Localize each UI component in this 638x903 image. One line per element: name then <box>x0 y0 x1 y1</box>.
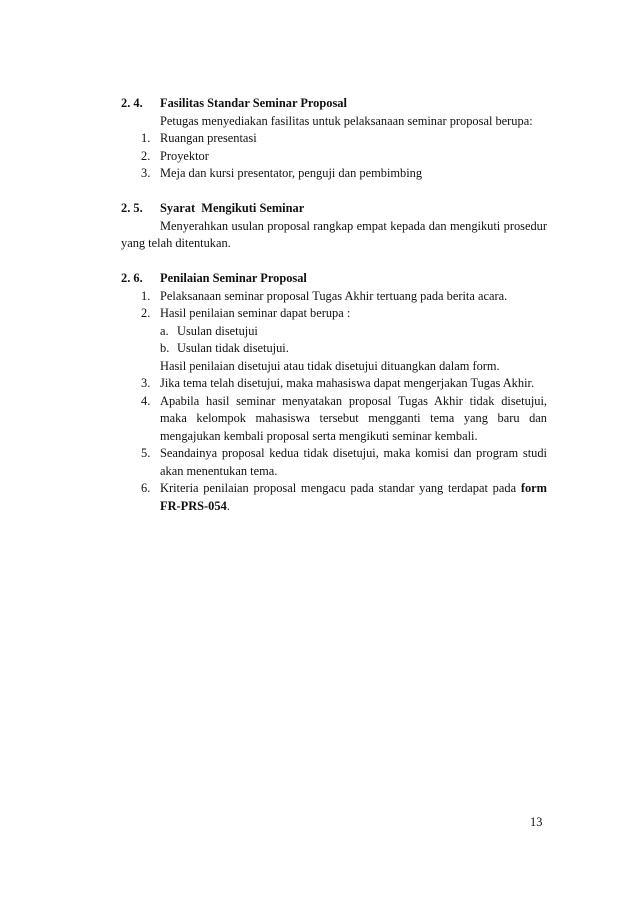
list-marker: 4. <box>141 393 151 408</box>
list-marker: 2. <box>141 306 151 320</box>
spacer <box>121 253 547 271</box>
list-item <box>121 130 547 148</box>
list-item <box>121 165 547 183</box>
section-intro: Petugas menyediakan fasilitas untuk pelaksanaan seminar proposal berupa: <box>160 113 533 128</box>
page-content <box>121 95 547 515</box>
section-heading-2-6 <box>121 270 547 288</box>
section-title: Penilaian Seminar Proposal <box>160 271 307 285</box>
section-heading-2-4 <box>121 95 547 113</box>
section-number: 2. 4. <box>121 96 143 110</box>
list-item-text: Apabila hasil seminar menyatakan proposal Tugas Akhir tidak disetujui, maka kelompok mahasiswa tersebut mengganti tema yang baru dan mengajukan kembali proposal serta mengikuti seminar kembali. <box>160 393 547 443</box>
list-marker: 1. <box>141 288 151 303</box>
section-number: 2. 6. <box>121 271 143 285</box>
list-item-text: Kriteria penilaian proposal mengacu pada standar yang terdapat pada <box>160 481 521 495</box>
list-item <box>121 480 547 515</box>
list-item-note: Hasil penilaian disetujui atau tidak disetujui dituangkan dalam form. <box>160 358 500 373</box>
sub-list-item <box>121 340 547 358</box>
list-item <box>121 393 547 446</box>
list-item <box>121 445 547 480</box>
list-marker: 6. <box>141 481 151 495</box>
section-paragraph: Menyerahkan usulan proposal rangkap empat kepada dan mengikuti prosedur yang telah ditentukan. <box>121 218 547 250</box>
sub-list-marker: b. <box>160 341 170 355</box>
sub-list-item-text: Usulan tidak disetujui. <box>177 341 289 355</box>
section-title: Syarat Mengikuti Seminar <box>160 201 305 215</box>
list-marker: 1. <box>141 131 151 145</box>
list-marker: 3. <box>141 376 151 390</box>
list-item-text: Meja dan kursi presentator, penguji dan pembimbing <box>160 166 423 180</box>
sub-list-item <box>121 323 547 341</box>
page-number: 13 <box>530 815 543 829</box>
list-item <box>121 148 547 166</box>
form-reference: form FR-PRS-054 <box>160 481 547 513</box>
list-marker: 3. <box>141 166 151 180</box>
list-marker: 5. <box>141 446 151 460</box>
list-item <box>121 288 547 306</box>
sub-list-item-text: Usulan disetujui <box>177 323 258 338</box>
list-item <box>121 305 547 323</box>
list-item-text: Pelaksanaan seminar proposal Tugas Akhir tertuang pada berita acara. <box>160 288 508 303</box>
list-item-tail: . <box>226 498 230 513</box>
section-number: 2. 5. <box>121 201 143 215</box>
list-item <box>121 375 547 393</box>
section-title: Fasilitas Standar Seminar Proposal <box>160 96 347 110</box>
section-heading-2-5 <box>121 200 547 218</box>
list-item-text: Proyektor <box>160 148 209 163</box>
list-item-text: Jika tema telah disetujui, maka mahasiswa dapat mengerjakan Tugas Akhir. <box>160 376 535 390</box>
sub-list-marker: a. <box>160 323 169 338</box>
list-item-text: Ruangan presentasi <box>160 131 257 145</box>
list-marker: 2. <box>141 148 151 163</box>
list-item-text: Seandainya proposal kedua tidak disetujui, maka komisi dan program studi akan menentukan tema. <box>160 446 547 478</box>
spacer <box>121 183 547 201</box>
list-item-text: Hasil penilaian seminar dapat berupa : <box>160 306 351 320</box>
